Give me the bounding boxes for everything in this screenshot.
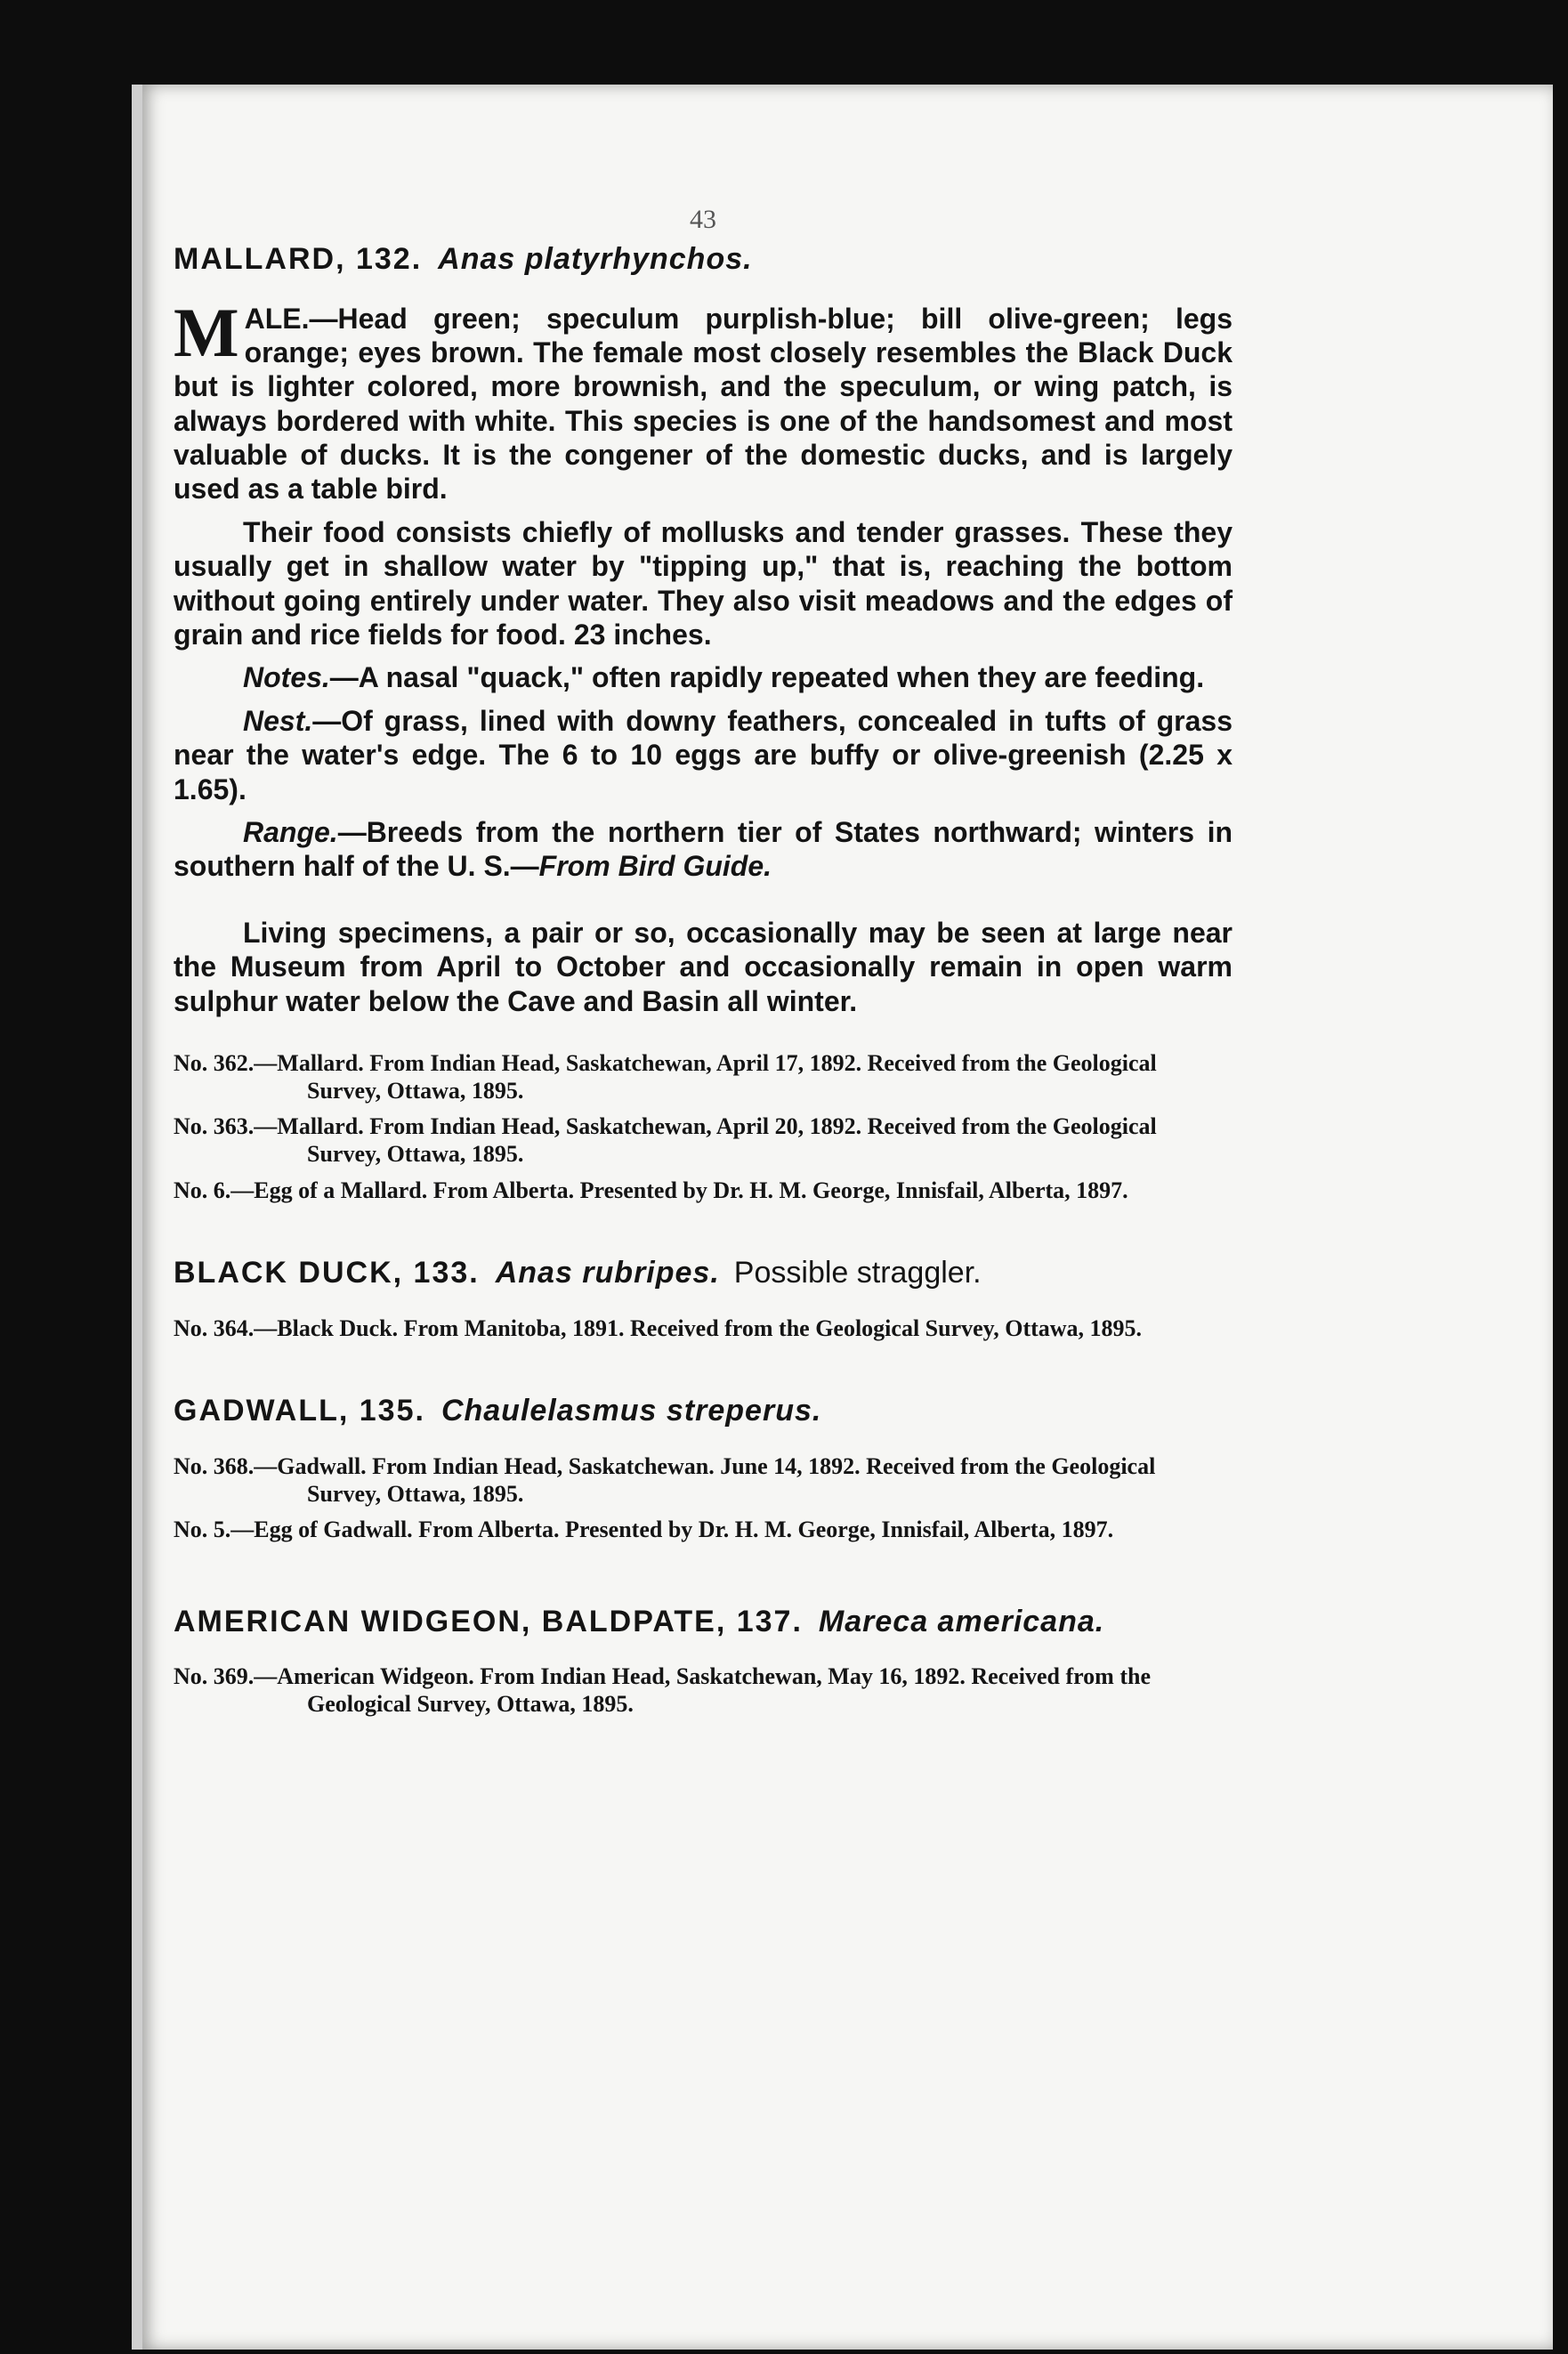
food-paragraph: Their food consists chiefly of mollusks and tender grasses. These they usually get in shallow water by "tipping up," that is, reaching the bottom without going entirely under water. They also visit meadows and the edges of grain and rice fields for food. 23 inches.	[174, 515, 1233, 651]
page-content	[174, 205, 1233, 1727]
range-paragraph	[174, 815, 1233, 884]
species-heading-american-widgeon	[174, 1603, 1233, 1641]
notes-text: —A nasal "quack," often rapidly repeated when they are feeding.	[329, 661, 1205, 694]
page-number: 43	[690, 205, 716, 234]
specimen-record: No. 369.—American Widgeon. From Indian Head, Saskatchewan, May 16, 1892. Received from the Geological Survey, Ottawa, 1895.	[174, 1663, 1151, 1718]
specimen-record: No. 6.—Egg of a Mallard. From Alberta. Presented by Dr. H. M. George, Innisfail, Alberta, 1897.	[174, 1177, 1128, 1203]
notes-lead: Notes.	[243, 661, 330, 694]
species-name: GADWALL, 135.	[174, 1394, 425, 1428]
species-name: MALLARD, 132.	[174, 242, 423, 276]
species-note: Possible straggler.	[733, 1256, 982, 1290]
species-heading-mallard	[174, 240, 1233, 279]
species-latin: Anas platyrhynchos.	[438, 242, 753, 276]
range-text: —Breeds from the northern tier of States northward; winters in southern half of the U. S.—	[174, 815, 1233, 883]
species-name: AMERICAN WIDGEON, BALDPATE, 137.	[174, 1604, 803, 1638]
drop-cap: M	[174, 293, 239, 371]
species-latin: Chaulelasmus streperus.	[440, 1394, 822, 1428]
specimen-record: No. 5.—Egg of Gadwall. From Alberta. Presented by Dr. H. M. George, Innisfail, Alberta, 1897.	[174, 1517, 1114, 1543]
nest-paragraph	[174, 704, 1233, 806]
species-name: BLACK DUCK, 133.	[174, 1256, 480, 1290]
specimen-record: No. 364.—Black Duck. From Manitoba, 1891. Received from the Geological Survey, Ottawa, 1895.	[174, 1315, 1143, 1341]
specimen-record: No. 363.—Mallard. From Indian Head, Saskatchewan, April 20, 1892. Received from the Geological Survey, Ottawa, 1895.	[174, 1113, 1157, 1167]
range-lead: Range.	[243, 815, 338, 848]
species-latin: Anas rubripes.	[495, 1256, 720, 1290]
specimen-record: No. 368.—Gadwall. From Indian Head, Saskatchewan. June 14, 1892. Received from the Geological Survey, Ottawa, 1895.	[174, 1452, 1156, 1507]
species-heading-gadwall	[174, 1392, 1233, 1430]
nest-lead: Nest.	[243, 704, 313, 737]
description-text: ALE.—Head green; speculum purplish-blue; bill olive-green; legs orange; eyes brown. The female most closely resembles the Black Duck but is lighter colored, more brownish, and the speculum, or wing patch, is always bordered with white. This species is one of the handsomest and most valuable of ducks. It is the congener of the domestic ducks, and is largely used as a table bird.	[174, 302, 1233, 506]
nest-text: —Of grass, lined with downy feathers, concealed in tufts of grass near the water's edge. The 6 to 10 eggs are buffy or olive-greenish (2.25 x 1.65).	[174, 704, 1233, 805]
species-latin: Mareca americana.	[818, 1604, 1105, 1638]
species-heading-black-duck	[174, 1254, 1233, 1292]
range-source: From Bird Guide.	[538, 850, 772, 883]
description-paragraph	[174, 293, 1233, 506]
living-specimens-paragraph: Living specimens, a pair or so, occasionally may be seen at large near the Museum from April to October and occasionally remain in open warm sulphur water below the Cave and Basin all winter.	[174, 916, 1233, 1017]
specimen-record: No. 362.—Mallard. From Indian Head, Saskatchewan, April 17, 1892. Received from the Geological Survey, Ottawa, 1895.	[174, 1049, 1157, 1104]
notes-paragraph	[174, 660, 1233, 694]
